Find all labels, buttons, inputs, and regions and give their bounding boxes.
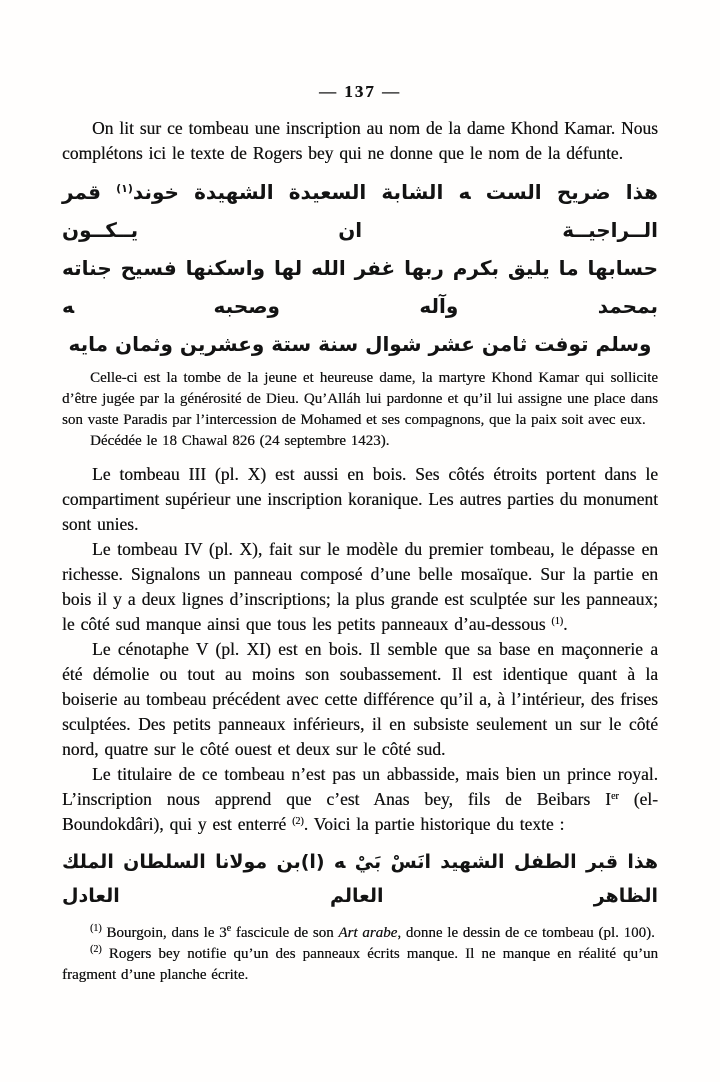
titulaire-text-1: Le titulaire de ce tombeau n’est pas un abbasside, mais bien un prince royal. L’inscription nous apprend que c’est Anas bey, fils de Beibars I: [62, 764, 658, 809]
footnote-2-reference: (2): [292, 816, 304, 827]
paragraph-cenotaphe-5: Le cénotaphe V (pl. XI) est en bois. Il semble que sa base en maçonnerie a été démolie ou tout au moins son soubassement. Il est identique quant à la boiserie au tombeau précédent avec cette différence qu’il a, à l’intérieur, des frises sculptées. Des petits panneaux inférieurs, il en subsiste seulement un sur le côté nord, quatre sur le côté ouest et deux sur le côté sud.: [62, 639, 658, 759]
arabic-footnote-marker: (١): [116, 182, 133, 195]
footnote-1-reference: (1): [551, 616, 564, 627]
translation-block: [62, 368, 658, 452]
footnote-1-ordinal: e: [226, 923, 232, 934]
footnote-2: [62, 944, 658, 986]
footnote-1: [62, 923, 658, 944]
titulaire-text-2: (el-Boundokdâri), qui y est enterré: [62, 789, 658, 834]
footnote-2-text: Rogers bey notifie qu’un des panneaux écrits manque. Il ne manque en réalité qu’un fragment d’une planche écrite.: [62, 946, 658, 983]
tombeau-4-text: Le tombeau IV (pl. X), fait sur le modèle du premier tombeau, le dépasse en richesse. Signalons un panneau composé d’une belle mosaïque. Sur la partie en bois il y a deux lignes d’inscriptions; la plus grande est sculptée sur les panneaux; le côté sud manque ainsi que tous les petits panneaux d’au-dessous: [62, 539, 658, 634]
paragraph-tombeau-3: Le tombeau III (pl. X) est aussi en bois. Ses côtés étroits portent dans le compartiment supérieur une inscription koranique. Les autres parties du monument sont unies.: [62, 464, 658, 534]
intro-paragraph: On lit sur ce tombeau une inscription au nom de la dame Khond Kamar. Nous complétons ici le texte de Rogers bey qui ne donne que le nom de la défunte.: [62, 118, 658, 163]
paragraph-titulaire: [62, 762, 658, 837]
footnotes-section: [62, 923, 658, 986]
arabic-line-1-continuation: قمر الــراجيــة ان يــكــون: [62, 180, 658, 242]
footnote-1-text-1: Bourgoin, dans le 3: [101, 925, 227, 941]
paragraph-tombeau-4: [62, 537, 658, 637]
arabic-inscription-line-1: [62, 173, 658, 249]
translation-paragraph: Celle-ci est la tombe de la jeune et heureuse dame, la martyre Khond Kamar qui sollicite d’être jugée par la générosité de Dieu. Qu’Alláh lui pardonne et qu’il lui assigne une place dans son vaste Paradis par l’intercession de Mohamed et ses compagnons, que la paix soit avec eux.: [62, 370, 658, 428]
footnote-1-book-title: Art arabe: [338, 925, 398, 941]
arabic-inscription-line-2: حسابها ما يليق بكرم ربها غفر الله لها واسكنها فسيح جناته بمحمد وآله وصحبه ﻪ: [62, 256, 658, 318]
page-number: — 137 —: [319, 82, 401, 101]
arabic-historic-text-line: هذا قبر الطفل الشهيد انَسْ بَيْ ﻪ (ا)بن مولانا السلطان الملك الظاهر العالم العادل: [62, 851, 658, 907]
ordinal-superscript: er: [610, 791, 619, 802]
titulaire-text-3: . Voici la partie historique du texte :: [303, 814, 565, 834]
tombeau-4-period: .: [563, 614, 568, 634]
arabic-inscription-line-3: وسلم توفت ثامن عشر شوال سنة ستة وعشرين وثمان مايه: [68, 332, 652, 356]
translation-date-line: Décédée le 18 Chawal 826 (24 septembre 1423).: [90, 433, 390, 449]
footnote-1-text-3: , donne le dessin de ce tombeau (pl. 100).: [397, 925, 655, 941]
arabic-line-1-text: هذا ضريح الست ﻪ الشابة السعيدة الشهيدة خوند: [132, 180, 658, 204]
arabic-inscription-block: [62, 173, 658, 363]
footnote-1-text-2: fascicule de son: [231, 925, 339, 941]
footnote-2-marker: (2): [90, 944, 102, 955]
footnote-1-marker: (1): [90, 923, 102, 934]
